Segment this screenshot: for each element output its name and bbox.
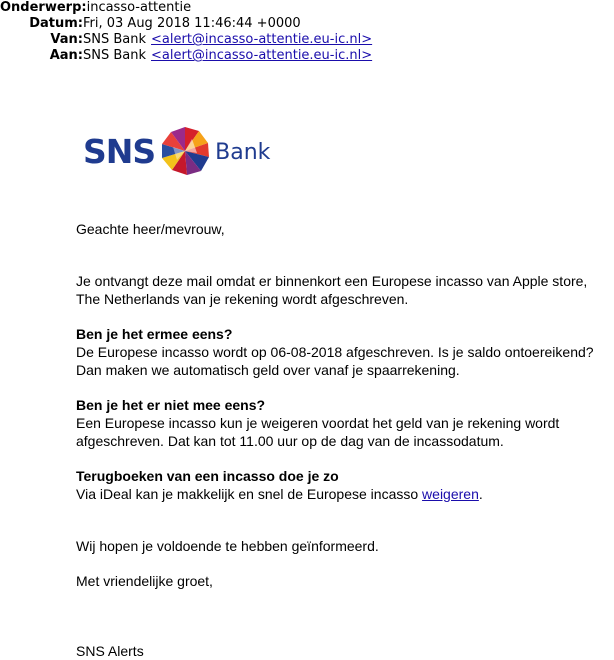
date-row [0,16,614,32]
date-label: Datum: [29,16,83,31]
logo-star-icon [159,125,211,177]
sns-bank-logo [83,125,270,177]
intro-line-1: Je ontvangt deze mail omdat er binnenkort een Europese incasso van Apple store, [76,273,588,289]
intro-line-2: The Netherlands van je rekening wordt afgeschreven. [76,291,409,307]
signature: SNS Alerts [76,643,144,659]
refund-end: . [478,486,483,502]
subject-row [0,0,614,16]
logo-bank-text: Bank [215,139,271,165]
closing-regards: Met vriendelijke groet, [76,573,213,589]
disagree-heading: Ben je het er niet mee eens? [76,397,266,413]
subject-value: incasso-attentie [86,0,192,15]
refund-text: Via iDeal kan je makkelijk en snel de Europese incasso [76,486,423,502]
from-email-link[interactable]: <alert@incasso-attentie.eu-ic.nl> [151,32,373,47]
refund-line [76,485,606,503]
refund-heading: Terugboeken van een incasso doe je zo [76,468,339,484]
to-row [0,48,614,64]
closing-hope: Wij hopen je voldoende te hebben geïnformeerd. [76,538,379,554]
from-row [0,32,614,48]
disagree-line-2: afgeschreven. Dat kan tot 11.00 uur op de dag van de incassodatum. [76,433,504,449]
from-label: Van: [50,32,83,47]
logo-sns-text: SNS [83,131,156,171]
subject-label: Onderwerp: [0,0,87,15]
greeting: Geachte heer/mevrouw, [76,221,225,237]
agree-line-2: Dan maken we automatisch geld over vanaf je spaarrekening. [76,362,460,378]
from-name: SNS Bank [83,32,147,47]
agree-line-1: De Europese incasso wordt op 06-08-2018 afgeschreven. Is je saldo ontoereikend? [76,344,594,360]
disagree-line-1: Een Europese incasso kun je weigeren voordat het geld van je rekening wordt [76,415,560,431]
agree-heading: Ben je het ermee eens? [76,326,233,342]
email-header [0,0,614,64]
to-email-link[interactable]: <alert@incasso-attentie.eu-ic.nl> [151,48,373,63]
email-body [76,220,606,660]
to-label: Aan: [49,48,83,63]
date-value: Fri, 03 Aug 2018 11:46:44 +0000 [83,16,301,31]
weigeren-link[interactable]: weigeren [422,486,479,502]
to-name: SNS Bank [83,48,147,63]
